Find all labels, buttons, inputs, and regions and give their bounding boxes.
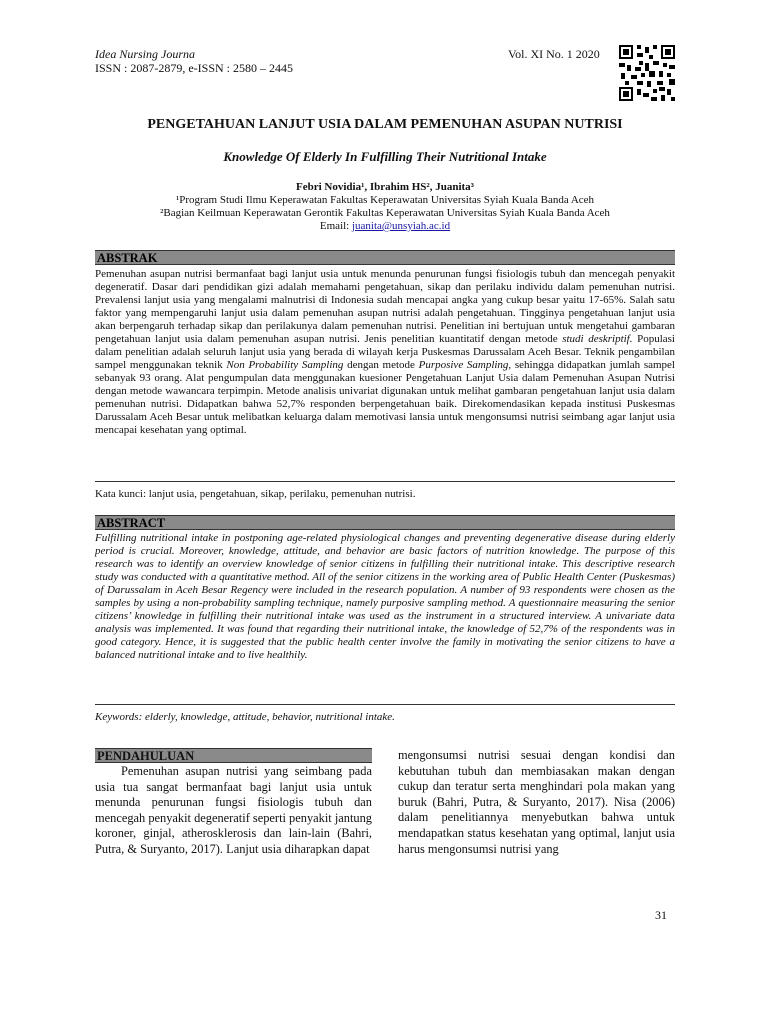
abstrak-text-4: sehingga didapatkan jumlah sampel sebanyak 93 orang. Alat pengumpulan data menggunakan kuesioner Pengetahuan Lanjut Usia dalam Pemenuhan Asupan Nutrisi dengan metode wawancara terpimpin. Metode analisis univariat digunakan untuk melihat gambaran pengetahuan lanjut usia dalam pemenuhan nutrisi. Didapatkan bahwa 52,7% responden berpengetahuan baik. Direkomendasikan kepada institusi Puskesmas Darussalam Aceh Besar untuk melibatkan keluarga dalam memotivasi lansia untuk mengonsumsi nutrisi seimbang agar lanjut usia mencapai kesehatan yang optimal.: [95, 359, 675, 436]
abstrak-italic-3: Purposive Sampling,: [418, 359, 512, 371]
divider: [95, 481, 675, 482]
abstract-heading: ABSTRACT: [95, 515, 675, 530]
email-link[interactable]: juanita@unsyiah.ac.id: [351, 220, 451, 232]
abstrak-italic-2: Non Probability Sampling: [226, 359, 344, 371]
affiliation-2: ²Bagian Keilmuan Keperawatan Gerontik Fakultas Keperawatan Universitas Syiah Kuala Banda Aceh: [160, 207, 610, 219]
journal-header: [95, 47, 293, 75]
affiliation-1: ¹Program Studi Ilmu Keperawatan Fakultas Keperawatan Universitas Syiah Kuala Banda Aceh: [175, 194, 595, 206]
abstrak-text-3: dengan metode: [343, 359, 419, 371]
email-label: Email:: [319, 220, 352, 232]
page-number: 31: [655, 908, 667, 922]
abstrak-heading: ABSTRAK: [95, 250, 675, 265]
intro-column-left: Pemenuhan asupan nutrisi yang seimbang pada usia tua sangat bermanfaat bagi lanjut usia untuk menunda penurunan fungsi fisiologis tubuh dan mencegah penyakit degeneratif seperti penyakit jantung koroner, ginjal, atherosklerosis dan lain-lain (Bahri, Putra, & Suryanto, 2017). Lanjut usia diharapkan dapat: [95, 764, 372, 856]
abstrak-body: [95, 268, 675, 437]
article-subtitle: Knowledge Of Elderly In Fulfilling Their Nutritional Intake: [223, 149, 547, 164]
authors-block: [95, 181, 675, 233]
issn-line: ISSN : 2087-2879, e-ISSN : 2580 – 2445: [95, 61, 294, 75]
author-names: Febri Novidia¹, Ibrahim HS², Juanita³: [296, 181, 474, 193]
pendahuluan-heading: PENDAHULUAN: [95, 748, 372, 763]
abstrak-italic-1: studi deskriptif.: [562, 333, 633, 345]
kata-kunci: Kata kunci: lanjut usia, pengetahuan, sikap, perilaku, pemenuhan nutrisi.: [95, 488, 416, 500]
abstrak-text-2: Populasi dalam penelitian adalah seluruh lanjut usia yang berada di wilayah kerja Puskesmas Darussalam Aceh Besar. Teknik pengambilan sampel menggunakan teknik: [95, 333, 675, 371]
article-title: PENGETAHUAN LANJUT USIA DALAM PEMENUHAN ASUPAN NUTRISI: [147, 117, 623, 132]
abstrak-text-1: Pemenuhan asupan nutrisi bermanfaat bagi lanjut usia untuk menunda penurunan fungsi fisiologis tubuh dan mencegah penyakit degeneratif. Dasar dari pendidikan gizi adalah memahami pengetahuan, sikap dan perilaku individu dalam pemenuhan nutrisi. Prevalensi lanjut usia yang mengalami malnutrisi di Indonesia sudah mencapai angka yang cukup besar yaitu 17-65%. Salah satu faktor yang mempengaruhi lanjut usia dalam pemenuhan asupan nutrisi adalah pengetahuan. Tingginya pengetahuan lanjut usia akan berpengaruh terhadap sikap dan perilakunya dalam pemenuhan nutrisi. Penelitian ini bertujuan untuk mengetahui gambaran pengetahuan lanjut usia dalam pemenuhan asupan nutrisi. Jenis penelitian kuantitatif dengan metode: [95, 268, 675, 345]
abstract-body: Fulfilling nutritional intake in postponing age-related physiological changes and preventing degenerative disease during elderly period is crucial. Moreover, knowledge, attitude, and behavior are basic factors of nutrition knowledge. The purpose of this research was to identify an overview knowledge of senior citizens in fulfilling their nutritional intake. This descriptive research study was conducted with a quantitative method. All of the senior citizens in the working area of Public Health Center (Puskesmas) of Darussalam in Aceh Besar Regency were included in the research population. A number of 93 respondents were chosen as the samples by using a non-probability sampling technique, namely purposive sampling method. A questionnaire measuring the senior citizens’ knowledge in fulfilling their nutritional intake was used as the instrument in a structured interview. A univariate data analysis was implemented. It was found that regarding their nutritional intake, the knowledge of 52,7% of the respondents was in good category. Hence, it is suggested that the public health center involve the family in motivating the senior citizens to have a balanced nutritional intake and to live healthily.: [95, 532, 675, 661]
qr-code-icon: [619, 45, 675, 101]
keywords-en: Keywords: elderly, knowledge, attitude, behavior, nutritional intake.: [95, 711, 395, 723]
email-line: [95, 220, 675, 233]
journal-name: Idea Nursing Journa: [95, 47, 195, 61]
volume-label: Vol. XI No. 1 2020: [508, 47, 600, 61]
divider: [95, 704, 675, 705]
intro-column-right: mengonsumsi nutrisi sesuai dengan kondisi dan kebutuhan tubuh dan membiasakan makan dengan cukup dan teratur serta menghindari pola makan yang buruk (Bahri, Putra, & Suryanto, 2017). Nisa (2006) dalam penelitiannya menyebutkan bahwa untuk mendapatkan status kesehatan yang optimal, lanjut usia harus mengonsumsi nutrisi yang: [398, 748, 675, 856]
